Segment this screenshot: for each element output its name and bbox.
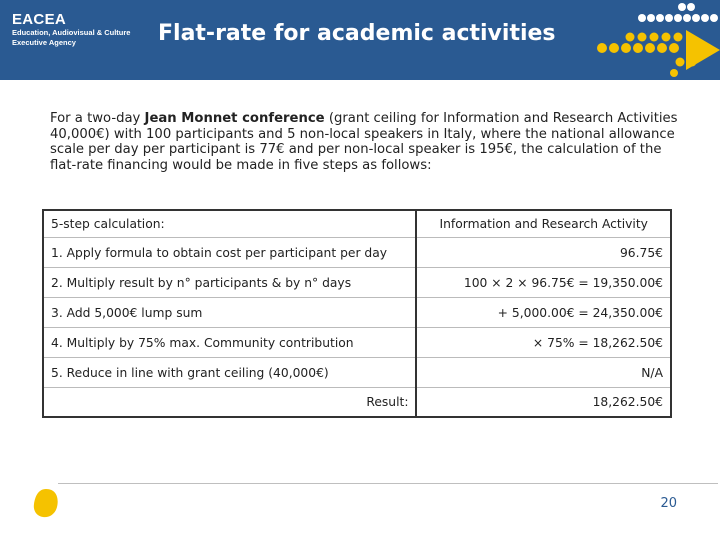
footer-logo-shape-icon: [31, 487, 61, 519]
header-left-cell: 5-step calculation:: [51, 217, 165, 231]
slide-title: Flat-rate for academic activities: [158, 21, 556, 46]
table-header-row: [43, 210, 671, 238]
intro-paragraph: [50, 111, 680, 173]
table-row: [43, 268, 671, 298]
intro-bold-term: Jean Monnet conference: [144, 111, 325, 126]
header-bar: [0, 0, 720, 80]
table-row: [43, 328, 671, 358]
value-cell: N/A: [416, 358, 671, 388]
result-label-cell: Result:: [43, 388, 416, 418]
table-row: [43, 358, 671, 388]
result-row: [43, 388, 671, 418]
value-cell: 100 × 2 × 96.75€ = 19,350.00€: [416, 268, 671, 298]
header-right-cell: Information and Research Activity: [416, 210, 671, 238]
table-row: [43, 298, 671, 328]
calculation-table: [42, 209, 672, 418]
intro-text-rest: (grant ceiling for Information and Research Activities 40,000€) with 100 participants and 5 non-local speakers in Italy, where the national allowance scale per day per participant is 77€ and per non-local speaker is 195€, the calculation of the flat-rate financing would be made in five steps as follows:: [50, 111, 678, 173]
step-cell: 3. Add 5,000€ lump sum: [43, 298, 416, 328]
step-cell: 5. Reduce in line with grant ceiling (40,000€): [43, 358, 416, 388]
table-row: [43, 238, 671, 268]
page-number: 20: [660, 496, 677, 511]
result-value-cell: 18,262.50€: [416, 388, 671, 418]
value-cell: × 75% = 18,262.50€: [416, 328, 671, 358]
dot-arrow-decoration-icon: [590, 0, 720, 80]
intro-text-start: For a two-day: [50, 111, 145, 126]
eacea-logo: [12, 12, 130, 48]
value-cell: 96.75€: [416, 238, 671, 268]
logo-main-text: EACEA: [12, 11, 67, 28]
step-cell: 2. Multiply result by n° participants & by n° days: [43, 268, 416, 298]
value-cell: + 5,000.00€ = 24,350.00€: [416, 298, 671, 328]
footer-divider: [58, 483, 718, 484]
logo-subtitle-line-2: Executive Agency: [12, 38, 76, 47]
step-cell: 1. Apply formula to obtain cost per participant per day: [43, 238, 416, 268]
step-cell: 4. Multiply by 75% max. Community contribution: [43, 328, 416, 358]
logo-subtitle-line-1: Education, Audiovisual & Culture: [12, 28, 131, 37]
